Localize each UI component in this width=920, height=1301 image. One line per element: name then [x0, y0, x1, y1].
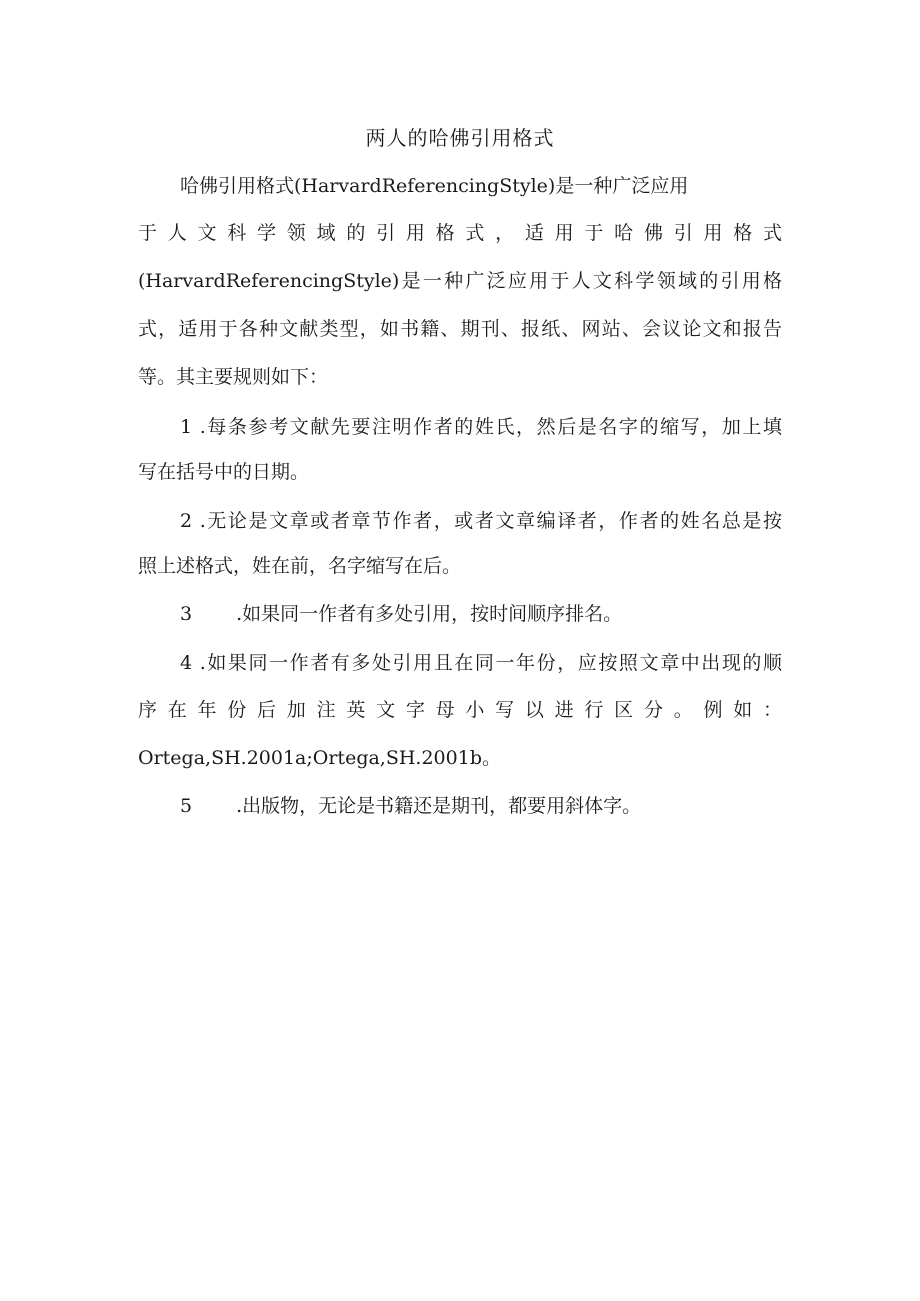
- rule-3-number: 3: [180, 603, 193, 625]
- document-title: 两人的哈佛引用格式: [365, 126, 555, 150]
- intro-line-5: 等。其主要规则如下：: [138, 366, 329, 388]
- rule-3-text: .如果同一作者有多处引用，按时间顺序排名。: [236, 603, 623, 625]
- rule-4-line-1: 4 .如果同一作者有多处引用且在同一年份，应按照文章中出现的顺: [180, 652, 782, 674]
- rule-1-line-1: 1 .每条参考文献先要注明作者的姓氏，然后是名字的缩写，加上填: [180, 416, 782, 438]
- rule-2-line-1: 2 .无论是文章或者章节作者，或者文章编译者，作者的姓名总是按: [180, 510, 782, 532]
- intro-line-4: 式，适用于各种文献类型，如书籍、期刊、报纸、网站、会议论文和报告: [138, 318, 782, 340]
- intro-line-2: 于 人 文 科 学 领 域 的 引 用 格 式 ， 适 用 于 哈 佛 引 用 格 式: [138, 222, 782, 244]
- rule-2-line-2: 照上述格式，姓在前，名字缩写在后。: [138, 555, 462, 577]
- rule-5-number: 5: [180, 795, 193, 817]
- rule-4-line-3: Ortega,SH.2001a;Ortega,SH.2001b。: [138, 747, 501, 769]
- rule-4-line-2: 序 在 年 份 后 加 注 英 文 字 母 小 写 以 进 行 区 分 。 例 如 ：: [138, 699, 782, 721]
- rule-5-text: .出版物，无论是书籍还是期刊，都要用斜体字。: [236, 795, 642, 817]
- rule-3-line: [180, 601, 782, 627]
- rule-5-line: [180, 793, 782, 819]
- rule-1-line-2: 写在括号中的日期。: [138, 461, 310, 483]
- intro-line-1: 哈佛引用格式(HarvardReferencingStyle)是一种广泛应用: [180, 175, 689, 197]
- intro-line-3: (HarvardReferencingStyle)是一种广泛应用于人文科学领域的引用格: [138, 270, 782, 292]
